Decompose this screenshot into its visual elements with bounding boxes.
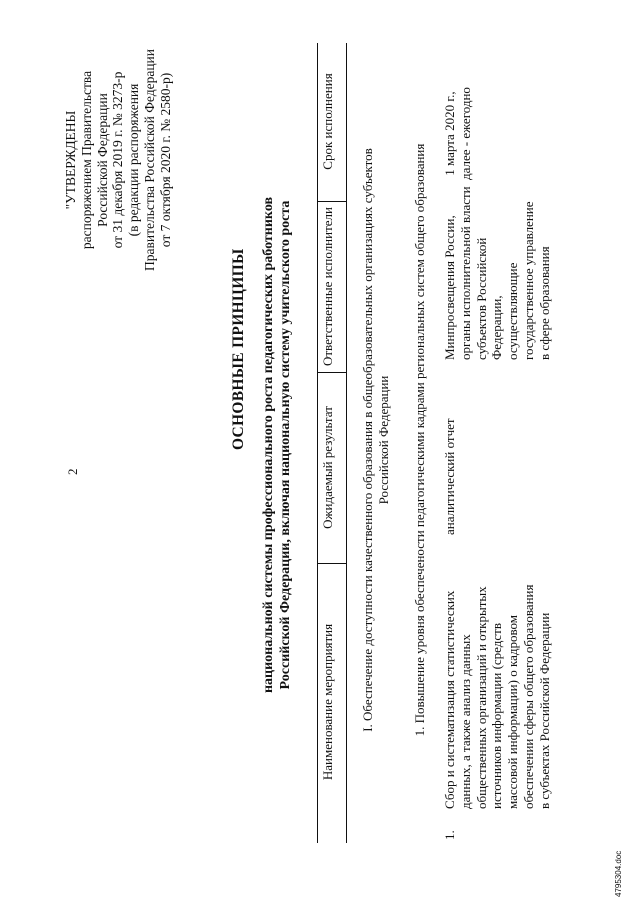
activity-name — [442, 585, 553, 809]
subsection-heading-line: 1. Повышение уровня обеспечености педагогическими кадрами региональных систем общего образования — [412, 143, 427, 737]
approval-line: (в редакции распоряжения — [126, 83, 142, 237]
activity-name-line: массовой информации) о кадровом — [505, 615, 521, 809]
section-heading-line: Российской Федерации — [375, 375, 391, 505]
expected-result — [442, 418, 458, 535]
approval-line: распоряжением Правительства — [78, 70, 94, 250]
column-divider — [318, 563, 346, 564]
executors-line: Минпросвещения России, — [442, 215, 457, 360]
deadline — [442, 87, 474, 180]
deadline-line: далее - ежегодно — [457, 87, 473, 180]
approval-line: Российской Федерации — [94, 93, 110, 227]
activity-name-line: Сбор и систематизация статистических — [442, 590, 457, 809]
table-header-bottom-border — [346, 43, 347, 843]
column-divider — [318, 372, 346, 373]
document-subtitle — [260, 195, 294, 695]
section-heading-line: I. Обеспечение доступности качественного образования в общеобразовательных организациях субъектов — [360, 148, 375, 732]
activity-name-line: источников информации (средств — [489, 623, 505, 809]
activity-name-line: в субъектах Российской Федерации — [536, 612, 552, 809]
column-divider — [318, 201, 346, 202]
subsection-heading — [412, 45, 428, 835]
document-file-code: 4795304.doc — [614, 850, 623, 897]
column-header-result: Ожидаемый результат — [320, 406, 335, 529]
approval-stamp — [63, 5, 174, 315]
executors-line: Федерации, — [489, 295, 505, 360]
executors-line: в сфере образования — [536, 246, 552, 360]
page-number: 2 — [65, 468, 80, 475]
expected-result-line: аналитический отчет — [442, 418, 457, 535]
executors-line: государственное управление — [520, 201, 536, 360]
column-header-name: Наименование мероприятия — [320, 623, 335, 781]
approval-line: Правительства Российской Федерации — [141, 49, 157, 271]
row-number: 1. — [442, 830, 457, 840]
responsible-executors — [442, 186, 553, 360]
approval-line: от 31 декабря 2019 г. № 3273-р — [110, 71, 126, 249]
subtitle-line: национальной системы профессионального роста педагогических работников — [261, 196, 276, 694]
executors-line: осуществляющие — [505, 262, 521, 360]
activity-name-line: обеспечении сферы общего образования — [520, 584, 536, 809]
column-header-executors: Ответственные исполнители — [320, 207, 335, 367]
subtitle-line: Российской Федерации, включая национальную систему учительского роста — [278, 200, 293, 690]
approval-line: от 7 октября 2020 г. № 2580-р) — [157, 72, 173, 248]
document-title: ОСНОВНЫЕ ПРИНЦИПЫ — [230, 248, 247, 450]
executors-line: органы исполнительной власти — [457, 186, 473, 360]
deadline-line: 1 марта 2020 г., — [442, 91, 457, 176]
executors-line: субъектов Российской — [473, 237, 489, 360]
section-heading — [360, 45, 391, 835]
activity-name-line: данных, а также анализ данных — [457, 634, 473, 809]
table-top-border — [317, 43, 318, 843]
column-header-deadline: Срок исполнения — [320, 73, 335, 170]
activity-name-line: общественных организаций и открытых — [473, 586, 489, 809]
approval-line: "УТВЕРЖДЕНЫ — [63, 110, 78, 210]
